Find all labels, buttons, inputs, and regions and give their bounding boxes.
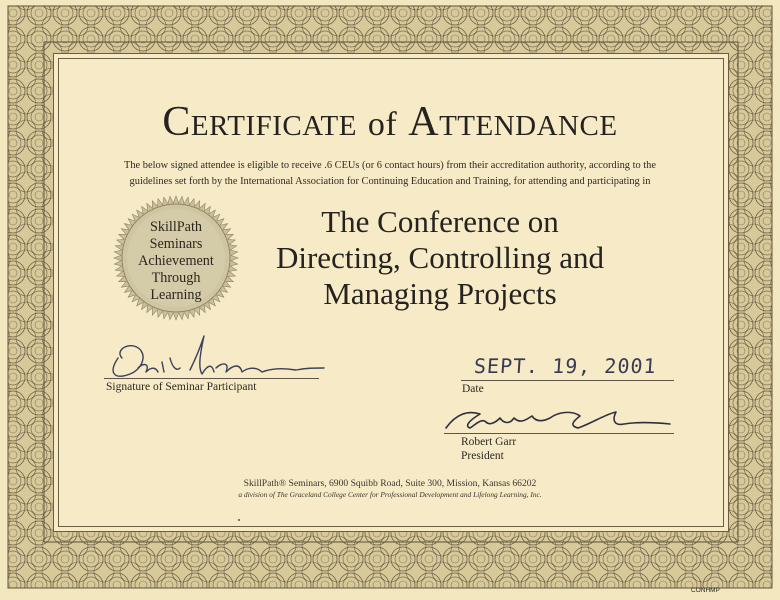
form-code: CONHMP <box>691 587 720 594</box>
seal-line: Achievement <box>138 253 214 269</box>
title-of: of <box>367 106 398 143</box>
intro-text <box>100 158 680 190</box>
conference-line: Directing, Controlling and <box>275 240 605 275</box>
intro-line-2: guidelines set forth by the International Association for Continuing Education and Training, for attending and participating in <box>129 176 651 187</box>
date-line <box>461 380 674 381</box>
conference-title <box>240 204 640 312</box>
intro-line-1: The below signed attendee is eligible to receive .6 CEUs (or 6 contact hours) from their accreditation authority, according to the <box>124 160 656 171</box>
ink-dot <box>238 519 240 521</box>
president-name: Robert Garr <box>461 436 517 448</box>
certificate-title <box>0 98 780 146</box>
president-signature-line <box>444 433 674 434</box>
participant-signature-line <box>104 378 319 379</box>
date-label: Date <box>462 383 484 395</box>
conference-line: The Conference on <box>321 204 559 239</box>
date-value: SEPT. 19, 2001 <box>473 354 658 378</box>
participant-label: Signature of Seminar Participant <box>106 381 257 393</box>
title-attendance: Attendance <box>408 99 618 145</box>
title-certificate: Certificate <box>162 99 357 145</box>
participant-signature-icon <box>100 328 330 388</box>
seal-text <box>113 219 239 304</box>
seal-line: SkillPath <box>149 219 203 235</box>
footer-address: SkillPath® Seminars, 6900 Squibb Road, Suite 300, Mission, Kansas 66202 <box>243 478 537 489</box>
footer-division: a division of The Graceland College Center for Professional Development and Lifelong Learning, Inc. <box>238 490 542 499</box>
seal-line: Seminars <box>149 236 203 252</box>
seal-line: Through <box>151 270 201 286</box>
president-signature-icon <box>440 404 676 436</box>
president-title: President <box>461 450 504 462</box>
conference-line: Managing Projects <box>323 276 557 311</box>
seal-line: Learning <box>150 287 202 303</box>
